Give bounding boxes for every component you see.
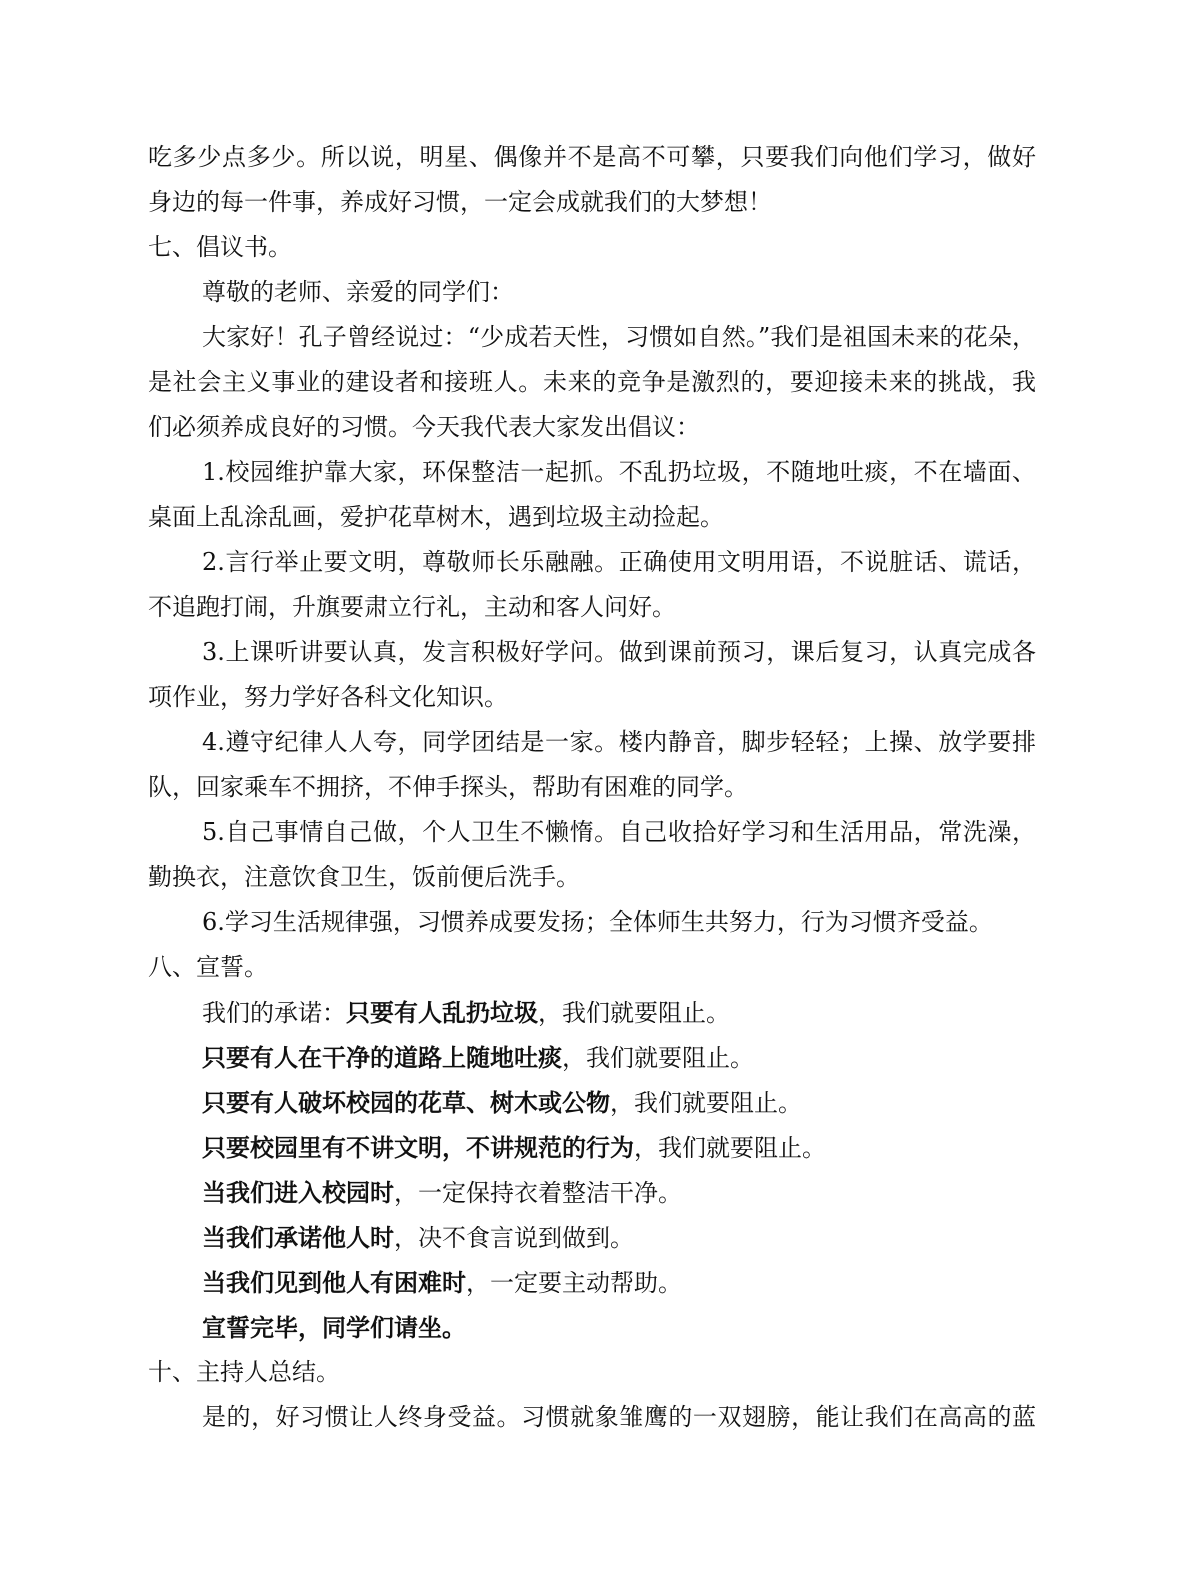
proposal-item-3: 3.上课听讲要认真，发言积极好学问。做到课前预习，课后复习，认真完成各 (202, 638, 1036, 666)
pledge-line (148, 1215, 1036, 1260)
pledge-normal-text: ，我们就要阻止。 (634, 1134, 826, 1162)
proposal-item-3-cont: 项作业，努力学好各科文化知识。 (148, 683, 508, 711)
pledge-line (148, 1260, 1036, 1305)
proposal-item-4: 4.遵守纪律人人夸，同学团结是一家。楼内静音，脚步轻轻；上操、放学要排 (202, 728, 1036, 756)
pledge-closing-bold: 宣誓完毕，同学们请坐。 (202, 1313, 466, 1342)
paragraph-line: 吃多少点多少。所以说，明星、偶像并不是高不可攀，只要我们向他们学习，做好 (148, 143, 1036, 171)
pledge-normal-text: ，我们就要阻止。 (538, 999, 730, 1027)
pledge-line (148, 990, 1036, 1035)
pledge-normal-text: ，一定要主动帮助。 (466, 1269, 682, 1297)
document-page (148, 135, 1036, 1440)
pledge-bold-text: 只要有人在干净的道路上随地吐痰 (202, 1043, 562, 1072)
proposal-item-1: 1.校园维护靠大家，环保整洁一起抓。不乱扔垃圾，不随地吐痰，不在墙面、 (202, 458, 1036, 486)
pledge-intro: 我们的承诺： (202, 999, 346, 1027)
pledge-line (148, 1170, 1036, 1215)
proposal-item-4-cont: 队，回家乘车不拥挤，不伸手探头，帮助有困难的同学。 (148, 773, 748, 801)
proposal-item-5-cont: 勤换衣，注意饮食卫生，饭前便后洗手。 (148, 863, 580, 891)
pledge-normal-text: ，决不食言说到做到。 (394, 1224, 634, 1252)
proposal-item-2-cont: 不追跑打闹，升旗要肃立行礼，主动和客人问好。 (148, 593, 676, 621)
pledge-normal-text: ，我们就要阻止。 (610, 1089, 802, 1117)
pledge-bold-text: 当我们见到他人有困难时 (202, 1268, 466, 1297)
section-heading: 十、主持人总结。 (148, 1358, 340, 1386)
paragraph-line: 身边的每一件事，养成好习惯，一定会成就我们的大梦想！ (148, 188, 772, 216)
pledge-bold-text: 只要校园里有不讲文明，不讲规范的行为 (202, 1133, 634, 1162)
proposal-item-6: 6.学习生活规律强，习惯养成要发扬；全体师生共努力，行为习惯齐受益。 (202, 908, 993, 936)
pledge-bold-text: 当我们进入校园时 (202, 1178, 394, 1207)
proposal-item-1-cont: 桌面上乱涂乱画，爱护花草树木，遇到垃圾主动捡起。 (148, 503, 724, 531)
paragraph-line: 大家好！孔子曾经说过：“少成若天性，习惯如自然。”我们是祖国未来的花朵， (202, 323, 1036, 351)
pledge-line (148, 1125, 1036, 1170)
proposal-item-2: 2.言行举止要文明，尊敬师长乐融融。正确使用文明用语，不说脏话、谎话， (202, 548, 1036, 576)
section-heading: 七、倡议书。 (148, 233, 292, 261)
salutation: 尊敬的老师、亲爱的同学们： (202, 278, 514, 306)
pledge-line (148, 1035, 1036, 1080)
pledge-line (148, 1305, 1036, 1350)
pledge-bold-text: 当我们承诺他人时 (202, 1223, 394, 1252)
pledge-normal-text: ，我们就要阻止。 (562, 1044, 754, 1072)
pledge-line (148, 1080, 1036, 1125)
pledge-bold-text: 只要有人破坏校园的花草、树木或公物 (202, 1088, 610, 1117)
section-heading: 八、宣誓。 (148, 953, 268, 981)
proposal-item-5: 5.自己事情自己做，个人卫生不懒惰。自己收拾好学习和生活用品，常洗澡， (202, 818, 1036, 846)
paragraph-line: 是社会主义事业的建设者和接班人。未来的竞争是激烈的，要迎接未来的挑战，我 (148, 368, 1036, 396)
pledge-bold-text: 只要有人乱扔垃圾 (346, 998, 538, 1027)
paragraph-line: 们必须养成良好的习惯。今天我代表大家发出倡议： (148, 413, 700, 441)
paragraph-line: 是的，好习惯让人终身受益。习惯就象雏鹰的一双翅膀，能让我们在高高的蓝 (202, 1403, 1036, 1431)
pledge-normal-text: ，一定保持衣着整洁干净。 (394, 1179, 682, 1207)
